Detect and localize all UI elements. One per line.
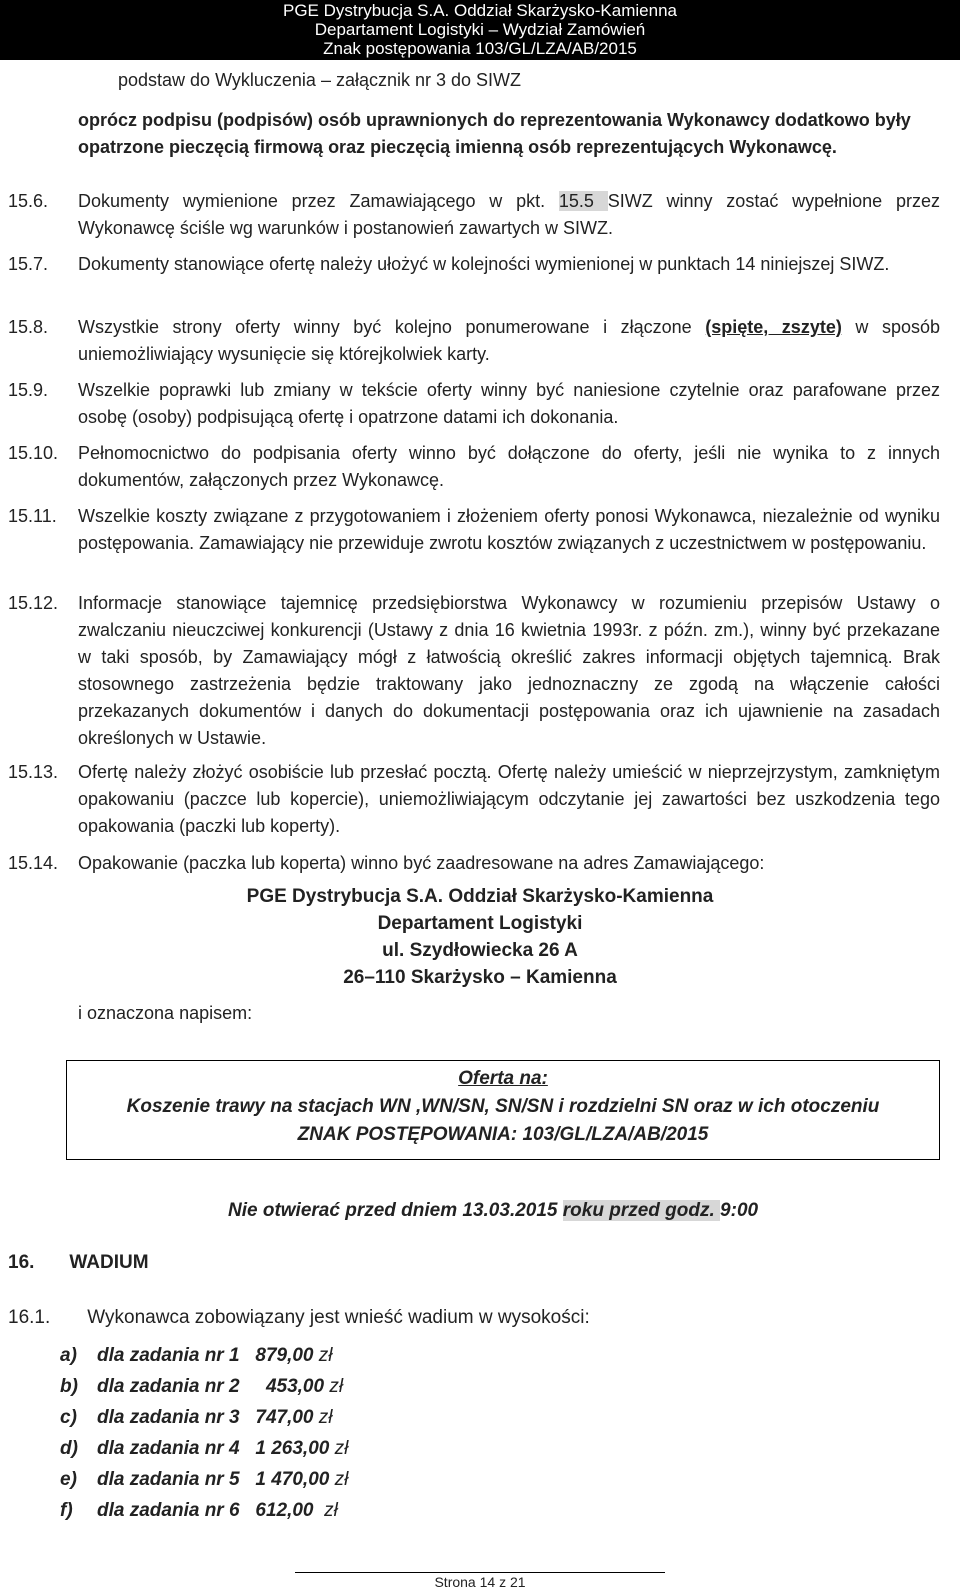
item-number: 15.11.: [8, 506, 57, 526]
item-15-6: [8, 188, 940, 242]
item-15-11: [8, 503, 940, 557]
task-label: dla zadania nr 5: [97, 1469, 240, 1490]
item-number: 15.14.: [8, 853, 59, 873]
item-number: 15.12.: [8, 593, 59, 613]
wadium-row: [60, 1371, 348, 1402]
address-block: [200, 883, 760, 991]
item-text-part: SIWZ winny zostać wypełnione przez Wykonawcę ściśle wg warunków i postanowień zawartych w SIWZ.: [78, 191, 940, 238]
amount: 747,00: [255, 1407, 314, 1428]
item-number: 15.8.: [8, 317, 49, 337]
footer-divider: [295, 1572, 665, 1573]
item-text: Informacje stanowiące tajemnicę przedsiębiorstwa Wykonawcy w rozumieniu przepisów Ustawy o zwalczaniu nieuczciwej konkurencji (Ustawy z dnia 16 kwietnia 1993r. z późn. zm.), winny być przekazane w taki sposób, by Zamawiający mógł z łatwością określić zakres informacji objętych tajemnicą. Brak stosownego zastrzeżenia będzie traktowany jako jednoznaczny ze zgodą na włączenie całości przekazanych dokumentów i danych do dokumentacji postępowania oraz ich ujawnienie na zasadach określonych w Ustawie.: [78, 593, 940, 748]
list-letter: d): [60, 1438, 78, 1459]
wadium-row: [60, 1464, 348, 1495]
section-title: WADIUM: [69, 1252, 149, 1273]
currency: zł: [318, 1407, 333, 1428]
mark-label: i oznaczona napisem:: [78, 1003, 253, 1023]
task-label: dla zadania nr 2: [97, 1376, 240, 1397]
item-text: [78, 314, 940, 368]
address-street: ul. Szydłowiecka 26 A: [382, 940, 578, 961]
item-text: Wszelkie koszty związane z przygotowaniem i złożeniem oferty ponosi Wykonawca, niezależnie od wyniku postępowania. Zamawiający nie przewiduje zwrotu kosztów związanych z uczestnictwem w postępowaniu.: [78, 506, 940, 553]
section-reference: podstaw do Wykluczenia – załącznik nr 3 do SIWZ: [118, 70, 522, 90]
currency: zł: [334, 1438, 349, 1459]
wadium-row: [60, 1495, 348, 1526]
wadium-row: [60, 1340, 348, 1371]
offer-subject: Koszenie trawy na stacjach WN ,WN/SN, SN/SN i rozdzielni SN oraz w ich otoczeniu: [126, 1096, 880, 1117]
list-letter: f): [60, 1500, 73, 1521]
wadium-list: [60, 1340, 348, 1526]
item-15-7: [8, 251, 940, 278]
item-text: [78, 188, 940, 242]
item-text: Opakowanie (paczka lub koperta) winno być zaadresowane na adres Zamawiającego:: [78, 853, 765, 873]
item-number: 15.9.: [8, 380, 49, 400]
task-label: dla zadania nr 6: [97, 1500, 240, 1521]
list-letter: e): [60, 1469, 77, 1490]
task-label: dla zadania nr 1: [97, 1345, 240, 1366]
address-department: Departament Logistyki: [377, 913, 583, 934]
header-department: Departament Logistyki – Wydział Zamówień: [314, 20, 646, 39]
amount: 879,00: [255, 1345, 314, 1366]
do-not-open-notice: [228, 1200, 758, 1222]
item-number: 15.10.: [8, 443, 59, 463]
notice-time: 9:00: [720, 1200, 759, 1221]
item-text: Wszelkie poprawki lub zmiany w tekście oferty winny być naniesione czytelnie oraz parafowane przez osobę (osoby) podpisującą ofertę i opatrzone datami ich dokonania.: [78, 380, 940, 427]
header-company: PGE Dystrybucja S.A. Oddział Skarżysko-Kamienna: [283, 1, 677, 20]
item-number: 15.6.: [8, 191, 49, 211]
item-15-10: [8, 440, 940, 494]
item-15-14: [8, 850, 940, 877]
section-number: 16.: [8, 1252, 35, 1273]
offer-for-heading: Oferta na:: [458, 1068, 548, 1089]
task-label: dla zadania nr 4: [97, 1438, 240, 1459]
list-letter: c): [60, 1407, 77, 1428]
highlighted-notice-part: roku przed godz.: [562, 1200, 721, 1221]
item-text: Ofertę należy złożyć osobiście lub przesłać pocztą. Ofertę należy umieścić w nieprzejrzystym, zamkniętym opakowaniu (paczce lub kopercie), uniemożliwiającym odczytanie jej zawartości bez uszkodzenia tego opakowania (paczki lub koperty).: [78, 762, 940, 836]
notice-part: Nie otwierać przed dniem 13.03.2015: [228, 1200, 563, 1221]
item-16-1: [8, 1307, 590, 1329]
item-15-13: [8, 759, 940, 840]
item-text: Wykonawca zobowiązany jest wnieść wadium w wysokości:: [87, 1307, 590, 1328]
amount: 1 470,00: [255, 1469, 330, 1490]
currency: zł: [318, 1345, 333, 1366]
amount: 453,00: [265, 1376, 325, 1397]
address-city: 26–110 Skarżysko – Kamienna: [343, 967, 617, 988]
currency: zł: [334, 1469, 349, 1490]
item-number: 16.1.: [8, 1307, 51, 1328]
highlighted-reference: 15.5: [558, 191, 608, 211]
wadium-row: [60, 1402, 348, 1433]
item-text: Dokumenty stanowiące ofertę należy ułożyć w kolejności wymienionej w punktach 14 niniejszej SIWZ.: [78, 254, 890, 274]
task-label: dla zadania nr 3: [97, 1407, 240, 1428]
amount: 1 263,00: [255, 1438, 330, 1459]
item-number: 15.13.: [8, 762, 59, 782]
item-text-part: Dokumenty wymienione przez Zamawiającego w pkt.: [78, 191, 559, 211]
page-number: Strona 14 z 21: [434, 1574, 526, 1590]
list-letter: a): [60, 1345, 77, 1366]
list-letter: b): [60, 1376, 78, 1397]
currency: zł: [324, 1500, 338, 1521]
item-15-12: [8, 590, 940, 752]
wadium-row: [60, 1433, 348, 1464]
header-case-number: Znak postępowania 103/GL/LZA/AB/2015: [323, 39, 637, 58]
currency: zł: [329, 1376, 344, 1397]
item-15-8: [8, 314, 940, 368]
item-text-part: w sposób uniemożliwiający wysunięcie się którejkolwiek karty.: [78, 317, 940, 364]
item-15-9: [8, 377, 940, 431]
page-header: [0, 0, 960, 60]
section-16-heading: [8, 1252, 149, 1274]
item-number: 15.7.: [8, 254, 49, 274]
underlined-phrase: (spięte, zszyte): [705, 317, 842, 337]
envelope-label-box: [66, 1060, 940, 1160]
item-text-part: Wszystkie strony oferty winny być kolejno ponumerowane i złączone: [78, 317, 706, 337]
amount: 612,00: [255, 1500, 314, 1521]
item-text: Pełnomocnictwo do podpisania oferty winno być dołączone do oferty, jeśli nie wynika to z innych dokumentów, załączonych przez Wykonawcę.: [78, 443, 940, 490]
signature-requirement-paragraph: oprócz podpisu (podpisów) osób uprawnionych do reprezentowania Wykonawcy dodatkowo były opatrzone pieczęcią firmową oraz pieczęcią imienną osób reprezentujących Wykonawcę.: [78, 110, 911, 157]
address-company: PGE Dystrybucja S.A. Oddział Skarżysko-Kamienna: [246, 886, 714, 907]
offer-case-number: ZNAK POSTĘPOWANIA: 103/GL/LZA/AB/2015: [297, 1124, 709, 1145]
